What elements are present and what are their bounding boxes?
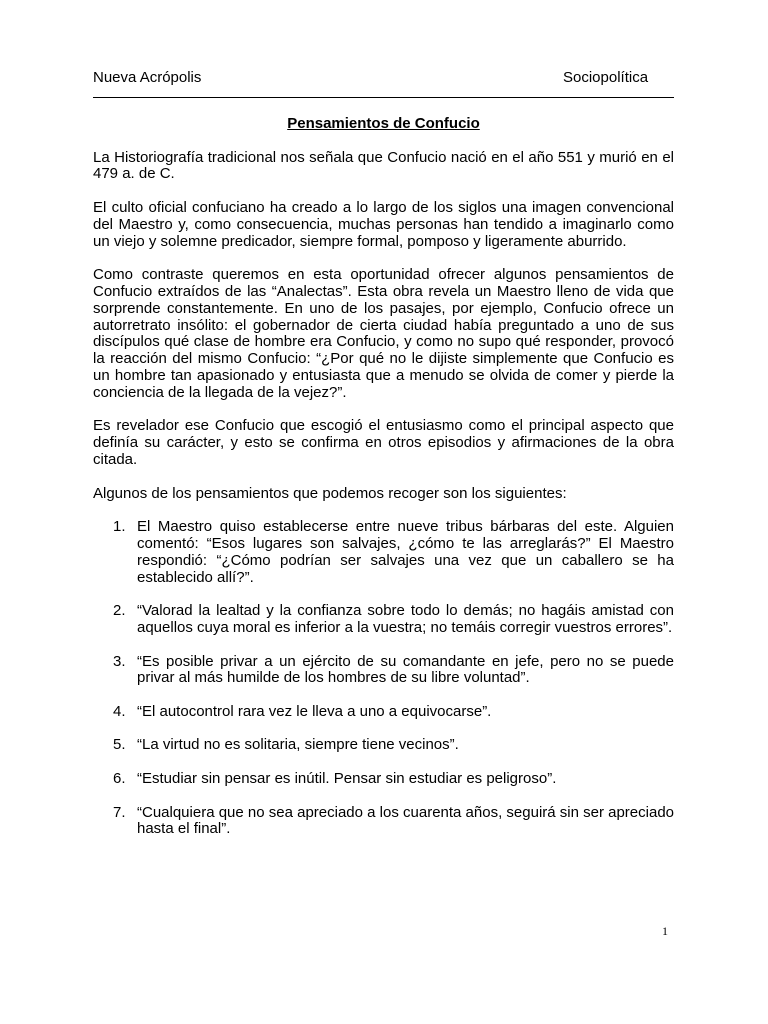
list-item-number: 4. [113, 702, 126, 720]
page-number: 1 [662, 924, 668, 938]
thoughts-list [93, 519, 674, 838]
list-item [93, 771, 674, 788]
list-item-text: “Estudiar sin pensar es inútil. Pensar sin estudiar es peligroso”. [137, 770, 557, 788]
list-item-text: “Valorad la lealtad y la confianza sobre todo lo demás; no hagáis amistad con aquellos cuya moral es inferior a la vuestra; no temáis corregir vuestros errores”. [137, 602, 674, 636]
list-item [93, 704, 674, 721]
list-item [93, 603, 674, 637]
header-divider [93, 97, 674, 98]
paragraph-list-intro: Algunos de los pensamientos que podemos recoger son los siguientes: [93, 484, 567, 502]
list-item [93, 654, 674, 688]
paragraph-enthusiasm: Es revelador ese Confucio que escogió el entusiasmo como el principal aspecto que definía su carácter, y esto se confirma en otros episodios y afirmaciones de la obra citada. [93, 417, 674, 468]
list-item-text: “El autocontrol rara vez le lleva a uno a equivocarse”. [137, 702, 492, 720]
list-item-text: “La virtud no es solitaria, siempre tiene vecinos”. [137, 736, 459, 754]
list-item-number: 6. [113, 770, 126, 788]
paragraph-analects: Como contraste queremos en esta oportunidad ofrecer algunos pensamientos de Confucio extraídos de las “Analectas”. Esta obra revela un Maestro lleno de vida que sorprende constantemente. En uno de los pasajes, por ejemplo, Confucio ofrece un autorretrato insólito: el gobernador de cierta ciudad había preguntado a uno de sus discípulos qué clase de hombre era Confucio, y como no supo qué responder, provocó la reacción del mismo Confucio: “¿Por qué no le dijiste simplemente que Confucio es un hombre tan apasionado y entusiasta que a menudo se olvida de comer y pierde la conciencia de la llegada de la vejez?”. [93, 266, 674, 401]
header-section: Sociopolítica [563, 69, 649, 86]
paragraph-official-cult: El culto oficial confuciano ha creado a lo largo de los siglos una imagen convencional del Maestro y, como consecuencia, muchas personas han tendido a imaginarlo como un viejo y solemne predicador, siempre formal, pomposo y ligeramente aburrido. [93, 198, 674, 250]
list-item-text: “Cualquiera que no sea apreciado a los cuarenta años, seguirá sin ser apreciado hasta el final”. [137, 803, 675, 838]
list-item-number: 5. [113, 736, 126, 754]
list-item [93, 519, 674, 586]
list-item-number: 7. [113, 803, 126, 821]
document-title: Pensamientos de Confucio [287, 115, 480, 132]
document-body [93, 116, 674, 855]
list-item-text: “Es posible privar a un ejército de su comandante en jefe, pero no se puede privar al más humilde de los hombres de su libre voluntad”. [137, 652, 674, 687]
page-header [93, 68, 674, 88]
list-item-number: 2. [113, 602, 126, 620]
list-item-number: 3. [113, 652, 126, 670]
list-item-text: El Maestro quiso establecerse entre nueve tribus bárbaras del este. Alguien comentó: “Esos lugares son salvajes, ¿cómo te las arreglarás?” El Maestro respondió: “¿Cómo podrían ser salvajes una vez que un caballero se ha establecido allí?”. [137, 518, 674, 586]
list-item-number: 1. [113, 518, 126, 536]
paragraph-birth-dates: La Historiografía tradicional nos señala que Confucio nació en el año 551 y murió en el 479 a. de C. [93, 148, 674, 183]
list-item [93, 737, 674, 754]
header-organization: Nueva Acrópolis [93, 69, 202, 86]
list-item [93, 805, 674, 839]
